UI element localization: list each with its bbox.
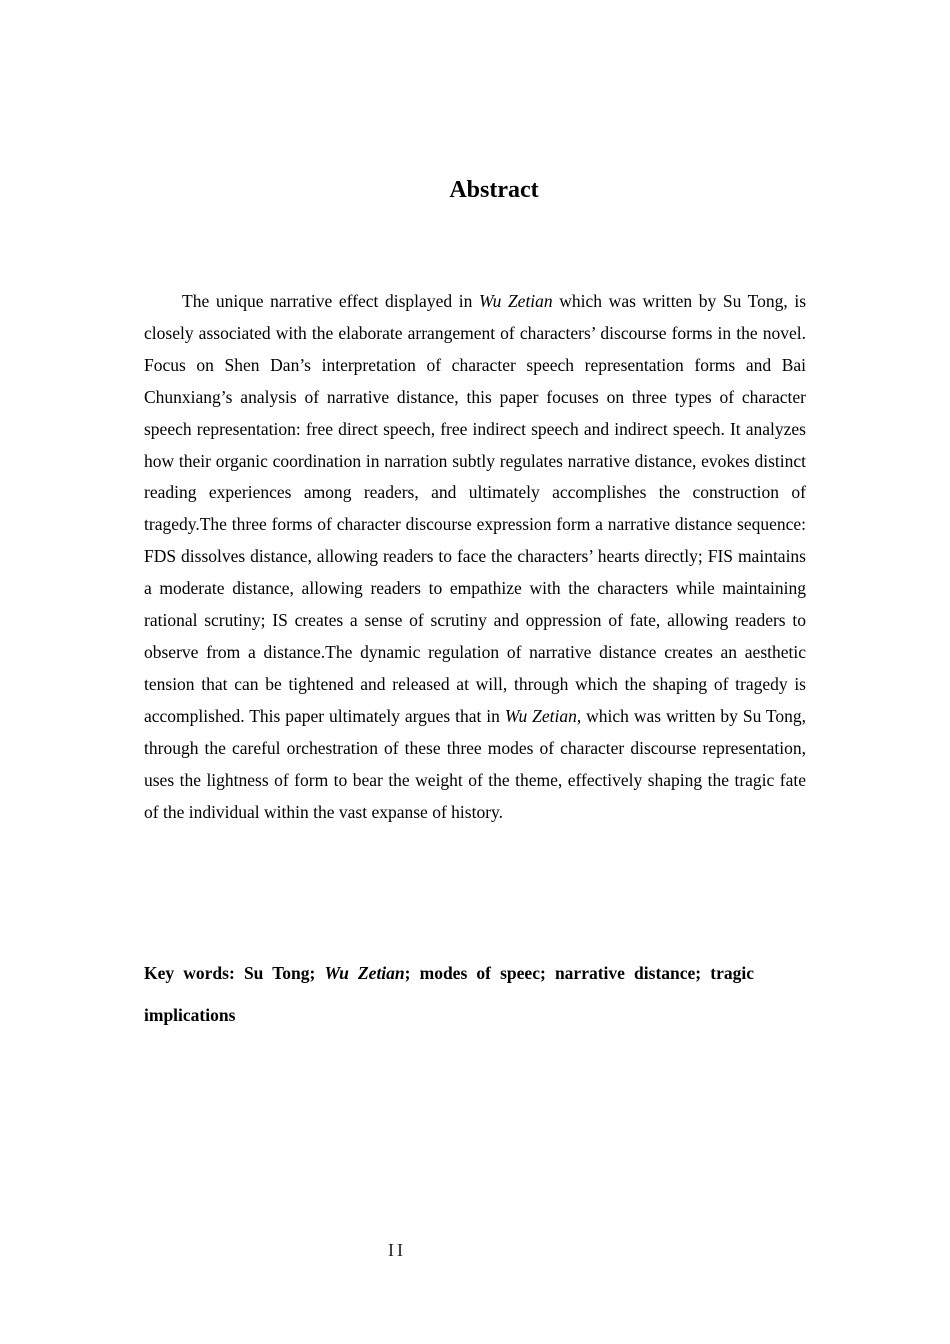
page-number: II <box>388 1240 406 1260</box>
keyword-novel-title: Wu Zetian <box>324 963 405 983</box>
abstract-paragraph <box>144 286 806 828</box>
keyword-text: Su Tong; <box>234 963 325 983</box>
keyword-text: ; modes of speec; narrative distance; tragic implications <box>144 963 755 1025</box>
novel-title: Wu Zetian <box>478 291 553 311</box>
abstract-text-part-3: , which was written by Su Tong, through the careful orchestration of these three modes of character discourse representation, uses the lightness of form to bear the weight of the theme, effectively shaping the tragic fate of the individual within the vast expanse of history. <box>144 705 807 822</box>
keywords-label: Key words: <box>144 963 235 983</box>
keywords-line <box>144 952 754 1036</box>
abstract-text-part-1: The unique narrative effect displayed in <box>182 291 479 311</box>
page-title: Abstract <box>449 177 539 203</box>
novel-title: Wu Zetian <box>504 705 577 726</box>
abstract-text-part-2: which was written by Su Tong, is closely associated with the elaborate arrangement of characters’ discourse forms in the novel. Focus on Shen Dan’s interpretation of character speech representation forms and Bai Chunxiang’s analysis of narrative distance, this paper focuses on three types of character speech representation: free direct speech, free indirect speech and indirect speech. It analyzes how their organic coordination in narration subtly regulates narrative distance, evokes distinct reading experiences among readers, and ultimately accomplishes the construction of tragedy.The three forms of character discourse expression form a narrative distance sequence: FDS dissolves distance, allowing readers to face the characters’ hearts directly; FIS maintains a moderate distance, allowing readers to empathize with the characters while maintaining rational scrutiny; IS creates a sense of scrutiny and oppression of fate, allowing readers to observe from a distance.The dynamic regulation of narrative distance creates an aesthetic tension that can be tightened and released at will, through which the shaping of tragedy is accomplished. This paper ultimately argues that in <box>144 291 807 726</box>
